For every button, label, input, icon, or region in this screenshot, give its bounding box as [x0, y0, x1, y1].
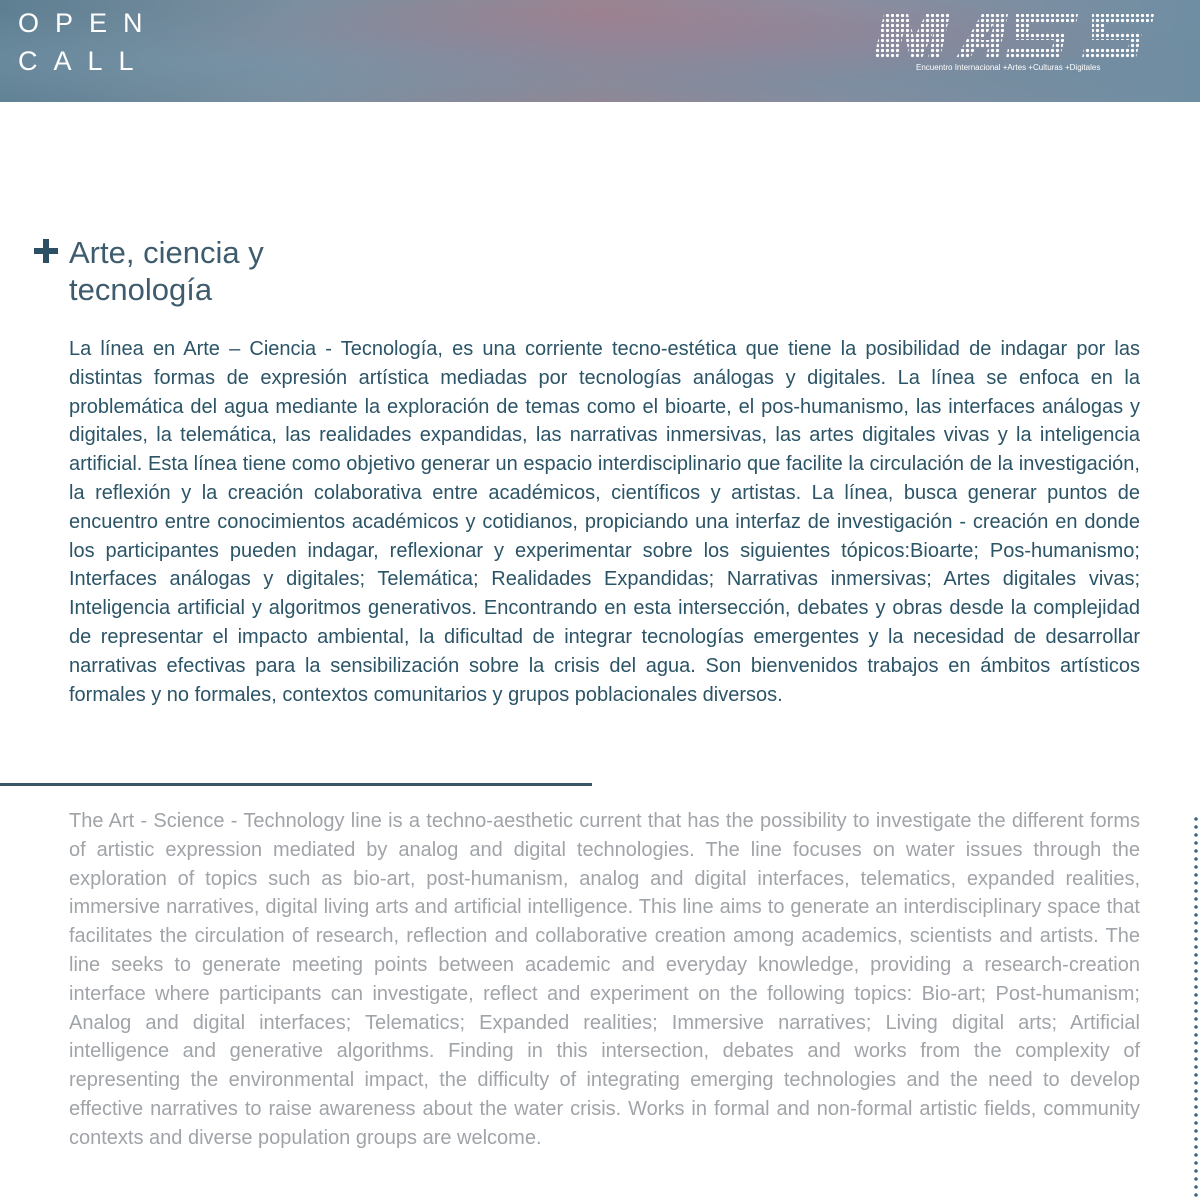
body-text-english: The Art - Science - Technology line is a techno-aesthetic current that has the possibility to investigate the different forms of artistic expression mediated by analog and digital technologies. The line focuses on water issues through the exploration of topics such as bio-art, post-humanism, analog and digital interfaces, telematics, expanded realities, immersive narratives, digital living arts and artificial intelligence. This line aims to generate an interdisciplinary space that facilitates the circulation of research, reflection and collaborative creation among academics, scientists and artists. The line seeks to generate meeting points between academic and everyday knowledge, providing a research-creation interface where participants can investigate, reflect and experiment on the following topics: Bio-art; Post-humanism; Analog and digital interfaces; Telematics; Expanded realities; Immersive narratives; Living digital arts; Artificial intelligence and generative algorithms. Finding in this intersection, debates and works from the complexity of representing the environmental impact, the difficulty of integrating emerging technologies and the need to develop effective narratives to raise awareness about the water crisis. Works in formal and non-formal artistic fields, community contexts and diverse population groups are welcome.: [69, 810, 1140, 1149]
plus-icon: [34, 239, 58, 263]
open-call-label: [18, 4, 159, 80]
header-banner: [0, 0, 1200, 102]
open-call-line2: CALL: [18, 46, 150, 76]
body-text-spanish: La línea en Arte – Ciencia - Tecnología, es una corriente tecno-estética que tiene la posibilidad de indagar por las distintas formas de expresión artística mediadas por tecnologías análogas y digitales. La línea se enfoca en la problemática del agua mediante la exploración de temas como el bioarte, el pos-humanismo, las interfaces análogas y digitales, la telemática, las realidades expandidas, las narrativas inmersivas, las artes digitales vivas y la inteligencia artificial. Esta línea tiene como objetivo generar un espacio interdisciplinario que facilite la circulación de la investigación, la reflexión y la creación colaborativa entre académicos, científicos y artistas. La línea, busca generar puntos de encuentro entre conocimientos académicos y cotidianos, propiciando una interfaz de investigación - creación en donde los participantes pueden indagar, reflexionar y experimentar sobre los siguientes tópicos:Bioarte; Pos-humanismo; Interfaces análogas y digitales; Telemática; Realidades Expandidas; Narrativas inmersivas; Artes digitales vivas; Inteligencia artificial y algoritmos generativos. Encontrando en esta intersección, debates y obras desde la complejidad de representar el impacto ambiental, la dificultad de integrar tecnologías emergentes y la necesidad de desarrollar narrativas efectivas para la sensibilización sobre la crisis del agua. Son bienvenidos trabajos en ámbitos artísticos formales y no formales, contextos comunitarios y grupos poblacionales diversos.: [69, 338, 1140, 706]
dotted-edge-decoration: [1194, 815, 1198, 1200]
section-title: Arte, ciencia y tecnología: [69, 235, 264, 307]
section-divider: [0, 783, 592, 786]
logo-tagline: Encuentro Internacional +Artes +Culturas +Digitales: [916, 63, 1101, 72]
open-call-line1: OPEN: [18, 8, 159, 38]
